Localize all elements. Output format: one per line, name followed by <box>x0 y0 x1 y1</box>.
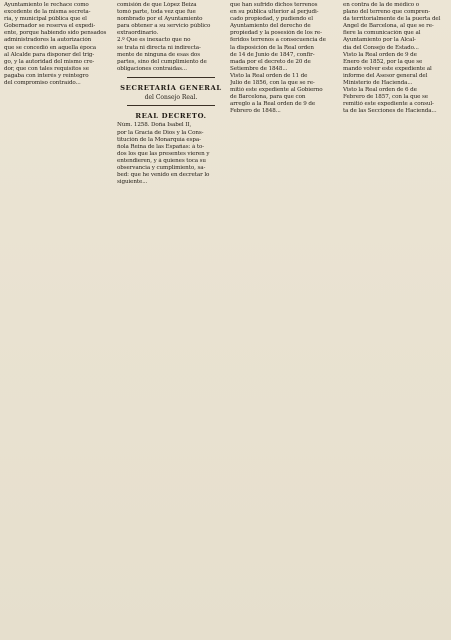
text-columns <box>4 2 447 638</box>
text-line: observancia y cumplimiento, sa- <box>117 165 206 171</box>
text-line: remitió este expediente a consul- <box>343 101 434 108</box>
text-line: informe del Asesor general del <box>343 72 428 79</box>
text-line: extraordinario. <box>117 30 159 37</box>
text-line: ente, porque habiendo sido pensados <box>4 30 107 37</box>
text-line: dor, que con tales requisitos se <box>4 65 89 72</box>
text-line: arreglo a la Real orden de 9 de <box>230 101 316 108</box>
text-line: nombrado por el Ayuntamiento <box>117 16 203 23</box>
column-2-top-text <box>117 2 225 73</box>
text-line: Febrero de 1848... <box>230 108 281 115</box>
column-3 <box>230 2 338 638</box>
text-line: de 14 de Junio de 1847, confir- <box>230 51 315 58</box>
text-line: Enero de 1852, por la que se <box>343 58 423 65</box>
decree-text <box>117 122 225 186</box>
text-line: en su pública ulterior al perjudi- <box>230 9 319 16</box>
text-line: Ángel de Barcelona, al que se re- <box>343 23 434 30</box>
column-2 <box>117 2 225 638</box>
column-1 <box>4 2 112 638</box>
text-line: Ministerio de Hacienda... <box>343 80 413 87</box>
text-line: administradores la autorización <box>4 37 92 44</box>
text-line: que han sufrido dichos terrenos <box>230 2 318 8</box>
text-line: Setiembre de 1848... <box>230 65 288 72</box>
text-line: Núm. 1258. Doña Isabel II, <box>117 122 192 129</box>
text-line: go, y la autoridad del mismo cre- <box>4 58 95 65</box>
text-line: Ayuntamiento le rechace como <box>4 2 89 8</box>
text-line: pagaba con interés y reintegro <box>4 72 89 79</box>
section-subtitle: del Consejo Real. <box>144 93 198 101</box>
text-line: 2.º Que es inexacto que no <box>117 37 191 44</box>
text-line: Visto la Real orden de 11 de <box>230 72 308 79</box>
text-line: que se concedió en aquella época <box>4 44 97 51</box>
text-line: mandó volver este expediente al <box>343 65 432 72</box>
text-line: Julio de 1856, con la que se re- <box>230 80 315 87</box>
text-line: comisión de que López Beiza <box>117 2 197 8</box>
text-line: mada por el decreto de 20 de <box>230 58 311 65</box>
column-4 <box>343 2 451 638</box>
section-title: SECRETARÍA GENERAL <box>120 83 222 92</box>
text-line: Gobernador se reserva el expedi- <box>4 23 96 30</box>
text-line: da territorialmente de la puerta del <box>343 16 441 23</box>
text-line: Visto la Real orden de 9 de <box>343 51 417 58</box>
text-line: mente de ninguna de esas dos <box>117 51 200 58</box>
text-line: del compromiso contraído... <box>4 80 81 87</box>
text-line: en contra de la de médico o <box>343 2 420 8</box>
text-line: fiere la comunicación que al <box>343 30 421 37</box>
text-line: tomó parte, toda vez que fue <box>117 9 196 16</box>
text-line: para obtener a su servicio público <box>117 23 211 30</box>
text-line: la disposición de la Real orden <box>230 44 314 51</box>
text-line: ria, y municipal pública que el <box>4 16 87 23</box>
text-line: siguiente... <box>117 179 148 186</box>
text-line: de Barcelona, para que con <box>230 94 306 101</box>
section-rule <box>127 77 215 78</box>
text-line: Visto la Real orden de 6 de <box>343 87 417 94</box>
text-line: ta de las Secciones de Hacienda... <box>343 108 437 115</box>
text-line: por la Gracia de Dios y la Cons- <box>117 129 204 136</box>
text-line: al Alcalde para disponer del trig- <box>4 51 95 58</box>
decree-title: REAL DECRETO. <box>135 112 207 121</box>
text-line: ñola Reina de las Españas: á to- <box>117 143 205 150</box>
text-line: se trata ni directa ni indirecta- <box>117 44 201 51</box>
text-line: día del Consejo de Estado... <box>343 44 419 51</box>
text-line: partes, sino del cumplimiento de <box>117 58 207 65</box>
text-line: entendieren, y á quienes toca su <box>117 157 206 164</box>
section-rule-lower <box>127 105 215 106</box>
text-line: feridos terrenos a consecuencia de <box>230 37 326 44</box>
text-line: excedente de la misma secreta- <box>4 9 91 16</box>
text-line: titución de la Monarquía espa- <box>117 136 201 143</box>
text-line: Ayuntamiento por la Alcal- <box>343 37 416 44</box>
text-line: Ayuntamiento del derecho de <box>230 23 311 30</box>
text-line: cado propiedad, y pudiendo el <box>230 16 313 23</box>
text-line: dos los que las presentes vieren y <box>117 150 210 157</box>
text-line: bed: que he venido en decretar lo <box>117 172 210 179</box>
text-line: Febrero de 1857, con la que se <box>343 94 428 101</box>
text-line: propiedad y la posesión de los re- <box>230 30 322 37</box>
text-line: obligaciones contraídas... <box>117 65 187 72</box>
text-line: mitió este expediente al Gobierno <box>230 87 323 94</box>
text-line: plano del terreno que compren- <box>343 9 431 16</box>
